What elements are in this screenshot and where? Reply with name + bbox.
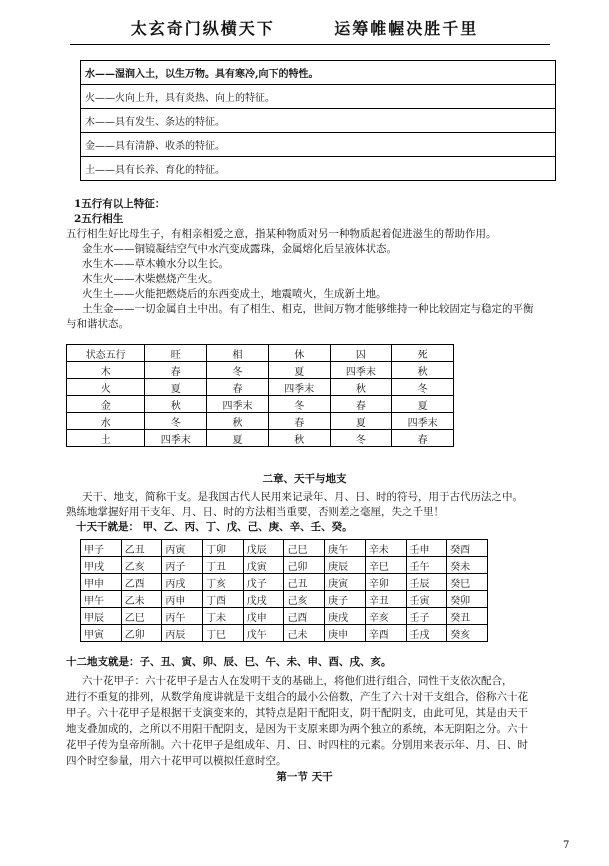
table-cell: 丁丑	[203, 557, 244, 574]
table-cell: 癸酉	[447, 540, 488, 557]
table-cell: 戊子	[243, 574, 284, 591]
table-cell: 乙未	[121, 591, 162, 608]
table-cell: 甲申	[81, 574, 122, 591]
table-cell: 壬戌	[406, 625, 447, 642]
xiangsheng-intro: 五行相生好比母生子，有相亲相爱之意，指某种物质对另一种物质起着促进滋生的帮助作用。	[66, 228, 497, 240]
table-header-cell: 状态五行	[67, 345, 145, 362]
table-cell: 冬	[330, 430, 392, 447]
table-cell: 甲寅	[81, 625, 122, 642]
table-cell: 壬辰	[406, 574, 447, 591]
table-cell: 春	[330, 396, 392, 413]
table-row	[67, 396, 454, 413]
table-cell: 壬申	[406, 540, 447, 557]
table-cell: 甲午	[81, 591, 122, 608]
table-cell: 丁卯	[203, 540, 244, 557]
element-row-water: 水——湿润入土，以生万物。具有寒冷,向下的特性。	[81, 61, 556, 85]
xiangsheng-item: 水生木——草木赖水分以生长。	[82, 258, 229, 270]
table-cell: 冬	[392, 379, 454, 396]
table-cell: 辛丑	[365, 591, 406, 608]
table-header-cell: 旺	[145, 345, 207, 362]
table-cell: 庚午	[325, 540, 366, 557]
table-cell: 戊戌	[243, 591, 284, 608]
table-cell: 丙寅	[162, 540, 203, 557]
table-cell: 己未	[284, 625, 325, 642]
table-cell: 四季末	[330, 362, 392, 379]
table-row	[67, 430, 454, 447]
table-header-cell: 相	[207, 345, 269, 362]
table-cell: 秋	[145, 396, 207, 413]
xiangsheng-item: 木生火——木柴燃烧产生火。	[82, 273, 219, 285]
table-cell: 庚申	[325, 625, 366, 642]
jiazi-paragraph-line: 六十花甲子：六十花甲子是古人在发明干支的基础上，将他们进行组合，同性干支依次配合，	[82, 675, 513, 687]
table-row	[81, 625, 488, 642]
jiazi-paragraph-line: 四个时空参量，用六十花甲可以模拟任意时空。	[66, 755, 287, 767]
table-cell: 辛未	[365, 540, 406, 557]
jiazi-paragraph-line: 甲子。六十花甲子是根据干支演变来的，其特点是阳干配阳支，阴干配阴支，由此可见，其是由天干	[66, 707, 528, 719]
xiangsheng-item: 火生土——火能把燃烧后的东西变成土，地震喷火，生成新土地。	[82, 288, 387, 300]
header-right: 运筹帷幄决胜千里	[334, 19, 479, 38]
page-header	[0, 16, 609, 39]
table-cell: 甲子	[81, 540, 122, 557]
table-cell: 丁酉	[203, 591, 244, 608]
five-elements-box	[80, 60, 556, 181]
dizhi-list: 十二地支就是：子、丑、寅、卯、辰、巳、午、未、申、酉、戌、亥。	[66, 656, 392, 668]
table-cell: 戊辰	[243, 540, 284, 557]
xiangsheng-item: 金生水——铜镜凝结空气中水汽变成露珠，金属熔化后呈液体状态。	[82, 243, 397, 255]
table-cell: 四季末	[392, 413, 454, 430]
table-cell: 四季末	[207, 396, 269, 413]
tiangan-list: 十天干就是： 甲、乙、丙、丁、戊、己、庚、辛、壬、癸。	[76, 521, 353, 533]
table-cell: 夏	[330, 413, 392, 430]
section-1-heading: 1五行有以上特征：	[74, 198, 166, 210]
table-cell: 夏	[145, 379, 207, 396]
table-header-cell: 死	[392, 345, 454, 362]
table-cell: 辛巳	[365, 557, 406, 574]
table-cell: 四季末	[268, 379, 330, 396]
table-row	[81, 540, 488, 557]
table-cell: 壬子	[406, 608, 447, 625]
table-cell: 乙巳	[121, 608, 162, 625]
table-cell: 甲戌	[81, 557, 122, 574]
table-cell: 四季末	[145, 430, 207, 447]
table-row	[81, 574, 488, 591]
element-row-fire: 火——火向上升，具有炎热、向上的特征。	[81, 85, 556, 109]
header-left: 太玄奇门纵横天下	[130, 19, 275, 38]
table-cell: 庚寅	[325, 574, 366, 591]
table-cell: 庚子	[325, 591, 366, 608]
table-header-cell: 囚	[330, 345, 392, 362]
table-cell: 甲辰	[81, 608, 122, 625]
table-cell: 春	[392, 430, 454, 447]
element-row-wood: 木——具有发生、条达的特征。	[81, 109, 556, 133]
table-row	[81, 591, 488, 608]
table-cell: 冬	[145, 413, 207, 430]
table-cell: 壬午	[406, 557, 447, 574]
table-cell: 春	[145, 362, 207, 379]
table-cell: 乙亥	[121, 557, 162, 574]
table-cell: 戊申	[243, 608, 284, 625]
header-rule	[70, 44, 550, 45]
table-cell: 乙酉	[121, 574, 162, 591]
table-cell: 己酉	[284, 608, 325, 625]
table-cell: 冬	[207, 362, 269, 379]
table-cell: 戊午	[243, 625, 284, 642]
table-cell: 秋	[268, 430, 330, 447]
table-cell: 辛亥	[365, 608, 406, 625]
table-cell: 庚辰	[325, 557, 366, 574]
table-cell: 己卯	[284, 557, 325, 574]
table-cell: 癸丑	[447, 608, 488, 625]
table-cell: 木	[67, 362, 145, 379]
xiangsheng-metal-line: 土生金——一切金属自土中出。有了相生、相克，世间万物才能够维持一种比较固定与稳定的平衡	[82, 303, 534, 315]
table-cell: 辛酉	[365, 625, 406, 642]
table-cell: 夏	[207, 430, 269, 447]
table-row	[67, 379, 454, 396]
table-cell: 乙丑	[121, 540, 162, 557]
table-cell: 癸巳	[447, 574, 488, 591]
chapter-paragraph: 熟练地掌握好用干支年、月、日、时的方法相当重要，否则差之毫厘，失之千里！	[66, 506, 444, 518]
jiazi-paragraph-line: 花甲子传为皇帝所制。六十花甲子是组成年、月、日、时四柱的元素。分别用来表示年、月、日、时	[66, 739, 528, 751]
table-cell: 丙申	[162, 591, 203, 608]
table-cell: 癸未	[447, 557, 488, 574]
table-cell: 夏	[392, 396, 454, 413]
table-cell: 土	[67, 430, 145, 447]
table-header-cell: 休	[268, 345, 330, 362]
table-cell: 乙卯	[121, 625, 162, 642]
table-cell: 己丑	[284, 574, 325, 591]
table-cell: 丁亥	[203, 574, 244, 591]
table-row	[67, 413, 454, 430]
wuxing-state-table	[66, 344, 454, 447]
table-cell: 秋	[392, 362, 454, 379]
chapter-title: 二章、天干与地支	[262, 473, 347, 485]
table-row	[81, 608, 488, 625]
table-cell: 丁巳	[203, 625, 244, 642]
section-title: 第一节 天干	[276, 771, 333, 783]
table-cell: 夏	[268, 362, 330, 379]
chapter-paragraph: 天干、地支，简称干支。是我国古代人民用来记录年、月、日、时的符号，用于古代历法之中。	[82, 491, 523, 503]
table-header-row	[67, 345, 454, 362]
xiangsheng-closing: 与和谐状态。	[66, 318, 129, 330]
jiazi-paragraph-line: 进行不重复的排列，从数学角度讲就是干支组合的最小公倍数，产生了六十对干支组合，俗称六十花	[66, 691, 528, 703]
table-cell: 冬	[268, 396, 330, 413]
table-cell: 秋	[330, 379, 392, 396]
table-cell: 春	[268, 413, 330, 430]
table-cell: 壬寅	[406, 591, 447, 608]
table-cell: 金	[67, 396, 145, 413]
table-cell: 丙辰	[162, 625, 203, 642]
element-row-metal: 金——具有清静、收杀的特征。	[81, 133, 556, 157]
table-cell: 丁未	[203, 608, 244, 625]
table-cell: 火	[67, 379, 145, 396]
table-cell: 己亥	[284, 591, 325, 608]
element-row-earth: 土——具有长养、育化的特征。	[81, 157, 556, 181]
table-cell: 丙午	[162, 608, 203, 625]
table-cell: 丙子	[162, 557, 203, 574]
table-cell: 丙戌	[162, 574, 203, 591]
jiazi-paragraph-line: 地支叠加成的，之所以不用阳干配阴支，是因为干支原来即为两个独立的系统，本无阴阳之分。六十	[66, 723, 528, 735]
table-cell: 春	[207, 379, 269, 396]
jiazi-table	[80, 539, 488, 642]
table-cell: 水	[67, 413, 145, 430]
section-2-heading: 2五行相生	[74, 213, 124, 225]
table-row	[81, 557, 488, 574]
table-cell: 己巳	[284, 540, 325, 557]
table-cell: 秋	[207, 413, 269, 430]
table-row	[67, 362, 454, 379]
page-number: 7	[563, 840, 570, 851]
table-cell: 庚戌	[325, 608, 366, 625]
table-cell: 癸亥	[447, 625, 488, 642]
table-cell: 癸卯	[447, 591, 488, 608]
table-cell: 辛卯	[365, 574, 406, 591]
table-cell: 戊寅	[243, 557, 284, 574]
